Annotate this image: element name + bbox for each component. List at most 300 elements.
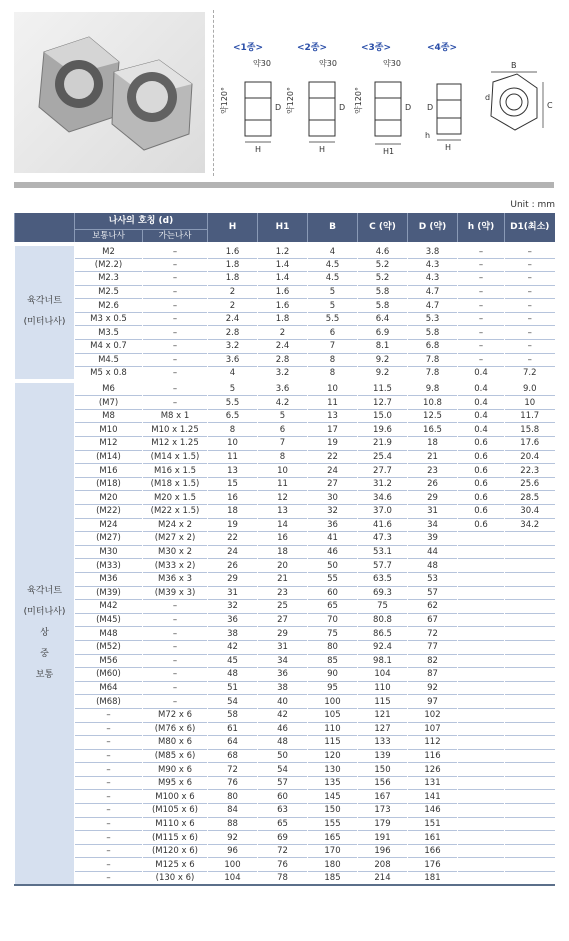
table-row bbox=[15, 817, 555, 831]
table-row bbox=[15, 409, 555, 423]
table-cell: – bbox=[143, 299, 208, 313]
table-cell: 30 bbox=[308, 491, 358, 505]
table-cell bbox=[505, 844, 555, 858]
table-cell: M56 bbox=[75, 654, 143, 668]
table-cell: (M27) bbox=[75, 532, 143, 546]
table-cell: 36 bbox=[308, 518, 358, 532]
table-cell: 104 bbox=[208, 872, 258, 886]
C-label: C bbox=[547, 101, 553, 110]
table-cell: 50 bbox=[258, 749, 308, 763]
table-cell: 18 bbox=[258, 545, 308, 559]
table-cell: (M39 x 3) bbox=[143, 586, 208, 600]
table-cell: 64 bbox=[208, 736, 258, 750]
table-cell: 0.6 bbox=[458, 491, 505, 505]
table-cell: 13 bbox=[208, 464, 258, 478]
table-cell: 8 bbox=[208, 423, 258, 437]
table-cell: 1.8 bbox=[208, 258, 258, 272]
table-cell: – bbox=[143, 627, 208, 641]
table-cell: 27.7 bbox=[358, 464, 408, 478]
table-cell: M2.6 bbox=[75, 299, 143, 313]
table-cell: 4.7 bbox=[408, 285, 458, 299]
table-cell: 42 bbox=[208, 640, 258, 654]
table-cell: – bbox=[505, 272, 555, 286]
table-cell: (M105 x 6) bbox=[143, 804, 208, 818]
table-cell: – bbox=[75, 831, 143, 845]
table-cell: 78 bbox=[258, 872, 308, 886]
table-cell: 214 bbox=[358, 872, 408, 886]
table-cell: (M14) bbox=[75, 450, 143, 464]
table-cell bbox=[505, 586, 555, 600]
table-cell: 42 bbox=[258, 708, 308, 722]
table-cell: 92.4 bbox=[358, 640, 408, 654]
table-cell: 25.6 bbox=[505, 477, 555, 491]
table-cell: 84 bbox=[208, 804, 258, 818]
table-cell: M2 bbox=[75, 244, 143, 259]
table-cell: 54 bbox=[258, 763, 308, 777]
table-cell: – bbox=[505, 326, 555, 340]
table-cell: – bbox=[458, 244, 505, 259]
category-cell bbox=[15, 244, 75, 382]
table-cell: 4.5 bbox=[308, 258, 358, 272]
table-cell: 1.4 bbox=[258, 272, 308, 286]
table-cell: 36 bbox=[208, 613, 258, 627]
table-cell: (M22) bbox=[75, 505, 143, 519]
table-cell: 68 bbox=[208, 749, 258, 763]
table-cell: 3.2 bbox=[258, 367, 308, 382]
table-cell: M95 x 6 bbox=[143, 776, 208, 790]
table-cell: 110 bbox=[358, 681, 408, 695]
table-cell: (M120 x 6) bbox=[143, 844, 208, 858]
table-cell: 7.8 bbox=[408, 353, 458, 367]
H-label: H bbox=[255, 145, 262, 154]
category-cell bbox=[15, 381, 75, 885]
table-cell: (M33) bbox=[75, 559, 143, 573]
table-cell: 63.5 bbox=[358, 572, 408, 586]
table-cell: 179 bbox=[358, 817, 408, 831]
table-cell: (M2.2) bbox=[75, 258, 143, 272]
table-cell: (M33 x 2) bbox=[143, 559, 208, 573]
table-cell: M64 bbox=[75, 681, 143, 695]
table-cell: 131 bbox=[408, 776, 458, 790]
table-cell: 5.5 bbox=[208, 396, 258, 410]
table-cell: 31 bbox=[208, 586, 258, 600]
table-cell: – bbox=[505, 285, 555, 299]
vertical-divider bbox=[213, 10, 214, 176]
table-cell: M20 bbox=[75, 491, 143, 505]
table-cell: 11.5 bbox=[358, 381, 408, 396]
d-label: d bbox=[485, 93, 491, 102]
table-cell: – bbox=[75, 858, 143, 872]
table-cell: 27 bbox=[258, 613, 308, 627]
table-cell: M30 bbox=[75, 545, 143, 559]
table-cell: 4.3 bbox=[408, 272, 458, 286]
table-cell bbox=[458, 681, 505, 695]
table-cell: 65 bbox=[258, 817, 308, 831]
table-cell bbox=[458, 844, 505, 858]
table-cell: 196 bbox=[358, 844, 408, 858]
table-cell: 62 bbox=[408, 600, 458, 614]
table-cell: 55 bbox=[308, 572, 358, 586]
table-cell: 80.8 bbox=[358, 613, 408, 627]
table-cell: (130 x 6) bbox=[143, 872, 208, 886]
table-row bbox=[15, 763, 555, 777]
table-cell bbox=[458, 586, 505, 600]
table-row bbox=[15, 559, 555, 573]
category-label: 보통 bbox=[35, 670, 54, 681]
table-row bbox=[15, 749, 555, 763]
table-cell: 3.8 bbox=[408, 244, 458, 259]
table-cell: (M7) bbox=[75, 396, 143, 410]
table-cell bbox=[505, 545, 555, 559]
table-cell: 86.5 bbox=[358, 627, 408, 641]
table-cell: 5.8 bbox=[358, 299, 408, 313]
thread-designation-header: 나사의 호칭 (d) bbox=[75, 213, 208, 229]
table-cell: 16.5 bbox=[408, 423, 458, 437]
table-cell: 1.2 bbox=[258, 244, 308, 259]
table-cell: 22 bbox=[208, 532, 258, 546]
table-cell: 82 bbox=[408, 654, 458, 668]
table-cell: – bbox=[143, 668, 208, 682]
table-cell: 75 bbox=[358, 600, 408, 614]
table-row bbox=[15, 299, 555, 313]
kind-3-label: <3종> bbox=[361, 43, 392, 53]
table-cell: 151 bbox=[408, 817, 458, 831]
table-cell bbox=[458, 545, 505, 559]
table-cell: 1.6 bbox=[208, 244, 258, 259]
table-cell: 105 bbox=[308, 708, 358, 722]
table-cell: – bbox=[75, 844, 143, 858]
table-cell: 23 bbox=[408, 464, 458, 478]
table-row bbox=[15, 640, 555, 654]
table-cell: 21 bbox=[258, 572, 308, 586]
table-row bbox=[15, 600, 555, 614]
table-cell: 0.4 bbox=[458, 381, 505, 396]
table-row bbox=[15, 381, 555, 396]
table-cell: 1.4 bbox=[258, 258, 308, 272]
table-cell: 63 bbox=[258, 804, 308, 818]
table-cell: 58 bbox=[208, 708, 258, 722]
table-cell: 12.7 bbox=[358, 396, 408, 410]
table-cell bbox=[458, 572, 505, 586]
table-cell: M5 x 0.8 bbox=[75, 367, 143, 382]
table-cell bbox=[458, 627, 505, 641]
unit-label: Unit : mm bbox=[510, 200, 555, 210]
table-cell: M90 x 6 bbox=[143, 763, 208, 777]
table-cell: 18 bbox=[208, 505, 258, 519]
table-cell: (M14 x 1.5) bbox=[143, 450, 208, 464]
table-cell bbox=[458, 722, 505, 736]
table-cell: 3.6 bbox=[258, 381, 308, 396]
table-cell: M8 bbox=[75, 409, 143, 423]
table-cell: 87 bbox=[408, 668, 458, 682]
table-cell: 8 bbox=[308, 353, 358, 367]
H-label: H bbox=[445, 143, 452, 152]
table-cell: 150 bbox=[308, 804, 358, 818]
table-cell: – bbox=[75, 776, 143, 790]
table-cell: 180 bbox=[308, 858, 358, 872]
table-cell: 156 bbox=[358, 776, 408, 790]
table-cell: 12.5 bbox=[408, 409, 458, 423]
table-cell: 41.6 bbox=[358, 518, 408, 532]
table-row bbox=[15, 722, 555, 736]
table-cell: 25 bbox=[258, 600, 308, 614]
B-label: B bbox=[511, 61, 517, 70]
table-row bbox=[15, 736, 555, 750]
table-cell: – bbox=[505, 312, 555, 326]
table-cell: 12 bbox=[258, 491, 308, 505]
D-label: D bbox=[405, 103, 412, 112]
table-row bbox=[15, 423, 555, 437]
table-cell: – bbox=[143, 654, 208, 668]
table-cell: 2 bbox=[208, 285, 258, 299]
kind-1-label: <1종> bbox=[233, 43, 264, 53]
hex-nut-photo bbox=[14, 12, 205, 173]
table-cell: M4.5 bbox=[75, 353, 143, 367]
table-cell: – bbox=[505, 258, 555, 272]
col-header-H1: H1 bbox=[258, 213, 308, 244]
table-cell: 161 bbox=[408, 831, 458, 845]
table-cell: 6.4 bbox=[358, 312, 408, 326]
table-cell: – bbox=[143, 681, 208, 695]
table-cell: 176 bbox=[408, 858, 458, 872]
table-cell: M100 x 6 bbox=[143, 790, 208, 804]
table-cell: M8 x 1 bbox=[143, 409, 208, 423]
table-cell: 53.1 bbox=[358, 545, 408, 559]
table-row bbox=[15, 844, 555, 858]
table-cell: 8 bbox=[258, 450, 308, 464]
table-row bbox=[15, 668, 555, 682]
table-cell: 48 bbox=[208, 668, 258, 682]
table-cell: – bbox=[143, 326, 208, 340]
table-cell: 1.8 bbox=[258, 312, 308, 326]
table-cell: 34.6 bbox=[358, 491, 408, 505]
table-cell: (M115 x 6) bbox=[143, 831, 208, 845]
table-row bbox=[15, 505, 555, 519]
angle-120-label: 약120° bbox=[220, 87, 229, 114]
table-cell: – bbox=[143, 695, 208, 709]
table-cell: 60 bbox=[258, 790, 308, 804]
table-cell bbox=[505, 681, 555, 695]
table-cell: 11 bbox=[308, 396, 358, 410]
table-row bbox=[15, 272, 555, 286]
table-cell: 133 bbox=[358, 736, 408, 750]
table-cell: 72 bbox=[258, 844, 308, 858]
table-cell bbox=[505, 559, 555, 573]
table-cell bbox=[505, 640, 555, 654]
table-cell bbox=[458, 736, 505, 750]
table-cell: 0.6 bbox=[458, 518, 505, 532]
table-cell: 116 bbox=[408, 749, 458, 763]
table-cell: M2.3 bbox=[75, 272, 143, 286]
table-row bbox=[15, 532, 555, 546]
table-cell: – bbox=[458, 340, 505, 354]
table-cell: (M27 x 2) bbox=[143, 532, 208, 546]
category-label: 육각너트 bbox=[27, 586, 62, 597]
table-cell: 0.6 bbox=[458, 505, 505, 519]
hex-nut-dimensions-table bbox=[14, 213, 555, 886]
table-cell: 2 bbox=[208, 299, 258, 313]
table-cell: – bbox=[143, 600, 208, 614]
table-cell: – bbox=[458, 299, 505, 313]
table-cell bbox=[458, 790, 505, 804]
table-cell: 167 bbox=[358, 790, 408, 804]
table-cell bbox=[458, 776, 505, 790]
table-cell: – bbox=[143, 613, 208, 627]
nut-types-diagram bbox=[215, 10, 560, 176]
table-cell: M110 x 6 bbox=[143, 817, 208, 831]
table-cell: M3.5 bbox=[75, 326, 143, 340]
table-cell: 67 bbox=[408, 613, 458, 627]
table-row bbox=[15, 872, 555, 886]
table-cell: – bbox=[458, 258, 505, 272]
table-cell: 110 bbox=[308, 722, 358, 736]
table-cell: 5 bbox=[258, 409, 308, 423]
table-cell: – bbox=[458, 272, 505, 286]
table-cell: (M18 x 1.5) bbox=[143, 477, 208, 491]
table-cell: (M68) bbox=[75, 695, 143, 709]
table-cell bbox=[458, 872, 505, 886]
table-row bbox=[15, 353, 555, 367]
table-cell: 120 bbox=[308, 749, 358, 763]
table-cell: 141 bbox=[408, 790, 458, 804]
table-cell: – bbox=[143, 353, 208, 367]
D-label: D bbox=[427, 103, 434, 112]
table-cell bbox=[505, 572, 555, 586]
table-row bbox=[15, 464, 555, 478]
table-row bbox=[15, 491, 555, 505]
table-cell: 28.5 bbox=[505, 491, 555, 505]
table-row bbox=[15, 627, 555, 641]
table-row bbox=[15, 858, 555, 872]
table-cell: – bbox=[505, 299, 555, 313]
category-label: 중 bbox=[40, 649, 49, 660]
table-cell: 92 bbox=[408, 681, 458, 695]
table-cell: 3.6 bbox=[208, 353, 258, 367]
table-cell: 10 bbox=[208, 437, 258, 451]
angle-120-label: 약120° bbox=[354, 87, 363, 114]
table-cell: – bbox=[143, 244, 208, 259]
table-cell: 37.0 bbox=[358, 505, 408, 519]
table-cell: 135 bbox=[308, 776, 358, 790]
table-cell: – bbox=[143, 312, 208, 326]
angle-30-label: 약30 bbox=[383, 59, 401, 68]
table-cell: 31.2 bbox=[358, 477, 408, 491]
table-cell: 17.6 bbox=[505, 437, 555, 451]
table-cell: M4 x 0.7 bbox=[75, 340, 143, 354]
table-cell: 9.8 bbox=[408, 381, 458, 396]
table-cell: – bbox=[143, 367, 208, 382]
table-row bbox=[15, 790, 555, 804]
table-cell: 115 bbox=[358, 695, 408, 709]
table-cell: M36 bbox=[75, 572, 143, 586]
table-cell: 9.2 bbox=[358, 367, 408, 382]
table-cell bbox=[458, 817, 505, 831]
table-cell: 53 bbox=[408, 572, 458, 586]
table-cell: 2.4 bbox=[208, 312, 258, 326]
table-cell bbox=[505, 831, 555, 845]
table-row bbox=[15, 613, 555, 627]
table-cell: 20.4 bbox=[505, 450, 555, 464]
table-cell: 34.2 bbox=[505, 518, 555, 532]
table-cell: 0.6 bbox=[458, 477, 505, 491]
table-row bbox=[15, 326, 555, 340]
table-cell: 31 bbox=[408, 505, 458, 519]
table-cell: 75 bbox=[308, 627, 358, 641]
table-cell: 5.3 bbox=[408, 312, 458, 326]
table-cell: 10 bbox=[505, 396, 555, 410]
table-cell: 20 bbox=[258, 559, 308, 573]
table-cell: 173 bbox=[358, 804, 408, 818]
table-cell: – bbox=[458, 285, 505, 299]
table-cell: 11 bbox=[208, 450, 258, 464]
table-cell bbox=[505, 872, 555, 886]
table-cell: 5 bbox=[308, 285, 358, 299]
table-cell: 155 bbox=[308, 817, 358, 831]
table-cell: 121 bbox=[358, 708, 408, 722]
table-row bbox=[15, 586, 555, 600]
table-cell: 107 bbox=[408, 722, 458, 736]
col-header-B: B bbox=[308, 213, 358, 244]
table-cell: 6.5 bbox=[208, 409, 258, 423]
table-cell: M16 x 1.5 bbox=[143, 464, 208, 478]
table-cell: 92 bbox=[208, 831, 258, 845]
table-cell bbox=[458, 804, 505, 818]
table-cell: 181 bbox=[408, 872, 458, 886]
table-cell: 61 bbox=[208, 722, 258, 736]
table-cell: 57 bbox=[408, 586, 458, 600]
table-cell: 100 bbox=[308, 695, 358, 709]
D-label: D bbox=[339, 103, 346, 112]
category-label: (미터나사) bbox=[23, 607, 66, 618]
table-cell: 16 bbox=[208, 491, 258, 505]
table-cell: 21 bbox=[408, 450, 458, 464]
table-cell: M20 x 1.5 bbox=[143, 491, 208, 505]
category-header bbox=[15, 213, 75, 244]
table-cell: 1.8 bbox=[208, 272, 258, 286]
table-cell: 41 bbox=[308, 532, 358, 546]
table-cell: 14 bbox=[258, 518, 308, 532]
table-cell: 15.0 bbox=[358, 409, 408, 423]
table-cell: 145 bbox=[308, 790, 358, 804]
table-cell: 11.7 bbox=[505, 409, 555, 423]
table-cell: – bbox=[143, 258, 208, 272]
table-cell bbox=[505, 668, 555, 682]
col-header-D: D (약) bbox=[408, 213, 458, 244]
table-cell: 34 bbox=[408, 518, 458, 532]
table-cell: 26 bbox=[408, 477, 458, 491]
table-row bbox=[15, 518, 555, 532]
table-cell: (M76 x 6) bbox=[143, 722, 208, 736]
table-cell bbox=[505, 654, 555, 668]
table-cell: – bbox=[143, 340, 208, 354]
table-cell: M12 x 1.25 bbox=[143, 437, 208, 451]
table-cell: 27 bbox=[308, 477, 358, 491]
table-cell: 0.6 bbox=[458, 450, 505, 464]
table-cell: M24 x 2 bbox=[143, 518, 208, 532]
table-cell: 26 bbox=[208, 559, 258, 573]
table-cell: 5.2 bbox=[358, 258, 408, 272]
H-label: H bbox=[319, 145, 326, 154]
table-row bbox=[15, 367, 555, 382]
table-cell: 34 bbox=[258, 654, 308, 668]
table-cell: 1.6 bbox=[258, 299, 308, 313]
table-cell: – bbox=[75, 872, 143, 886]
table-cell: – bbox=[75, 804, 143, 818]
table-cell: 191 bbox=[358, 831, 408, 845]
table-row bbox=[15, 258, 555, 272]
table-cell: – bbox=[505, 353, 555, 367]
table-cell: 185 bbox=[308, 872, 358, 886]
